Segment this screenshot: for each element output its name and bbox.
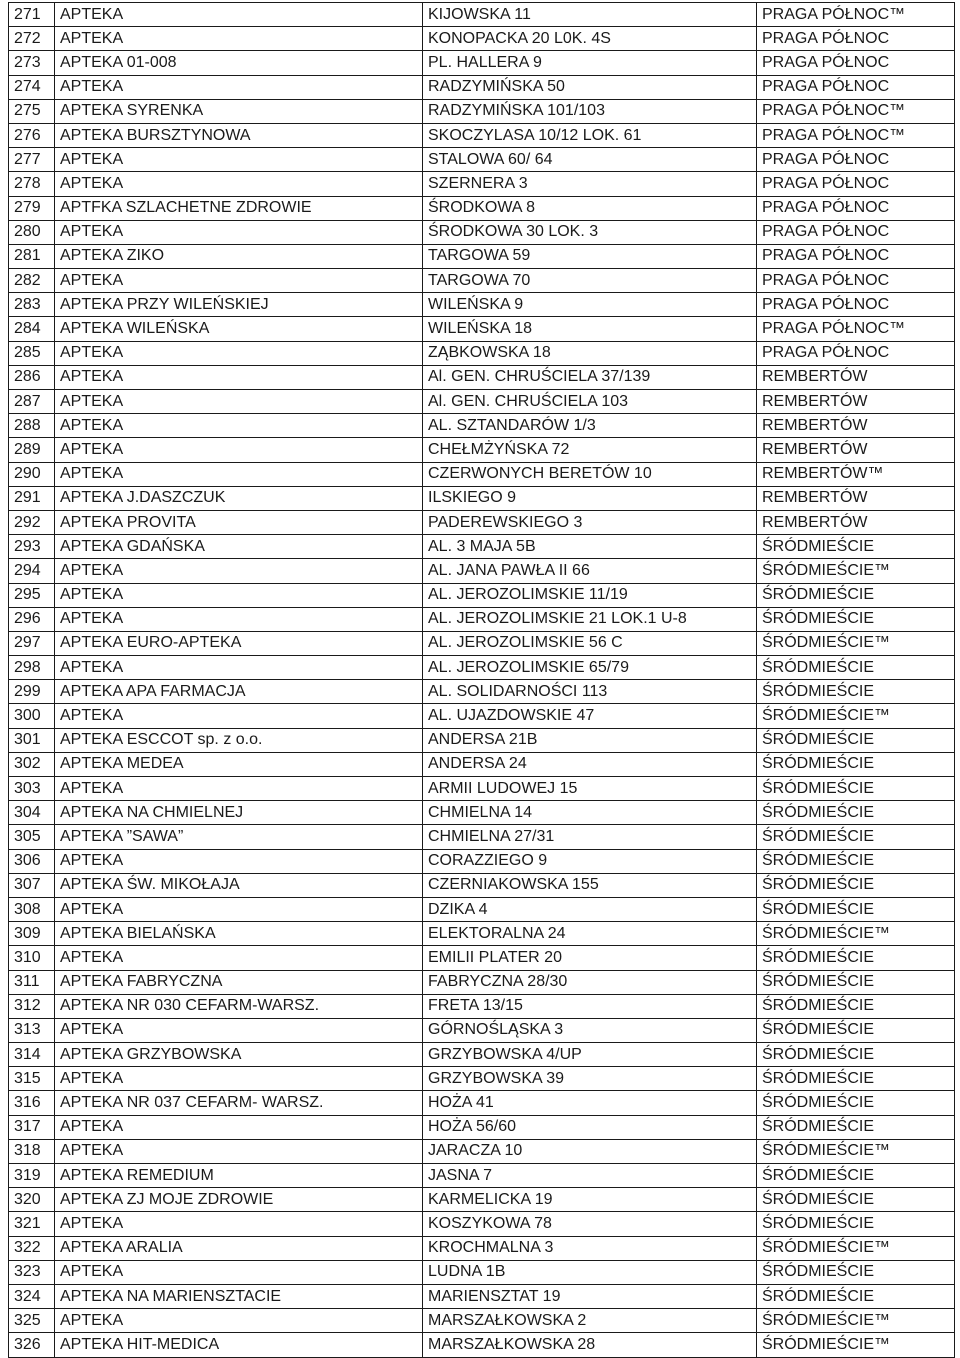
row-number-cell: 307 xyxy=(9,873,55,897)
pharmacy-district-cell: ŚRÓDMIEŚCIE xyxy=(757,1212,955,1236)
pharmacy-address-cell: RADZYMIŃSKA 50 xyxy=(423,75,757,99)
table-row xyxy=(9,486,955,510)
row-number-cell: 304 xyxy=(9,801,55,825)
table-row xyxy=(9,510,955,534)
row-number-cell: 281 xyxy=(9,244,55,268)
pharmacy-name-cell: APTEKA xyxy=(55,1018,423,1042)
pharmacy-name-cell: APTEKA xyxy=(55,1260,423,1284)
pharmacy-address-cell: Al. GEN. CHRUŚCIELA 103 xyxy=(423,390,757,414)
pharmacy-name-cell: APTEKA xyxy=(55,849,423,873)
pharmacy-name-cell: APTEKA GRZYBOWSKA xyxy=(55,1043,423,1067)
table-row xyxy=(9,196,955,220)
pharmacy-district-cell: ŚRÓDMIEŚCIE xyxy=(757,1284,955,1308)
pharmacy-district-cell: PRAGA PÓŁNOC xyxy=(757,172,955,196)
pharmacy-name-cell: APTEKA BIELAŃSKA xyxy=(55,922,423,946)
pharmacy-address-cell: FRETA 13/15 xyxy=(423,994,757,1018)
pharmacy-district-cell: ŚRÓDMIEŚCIE™ xyxy=(757,1236,955,1260)
table-row xyxy=(9,269,955,293)
pharmacy-name-cell: APTEKA J.DASZCZUK xyxy=(55,486,423,510)
pharmacy-name-cell: APTEKA ARALIA xyxy=(55,1236,423,1260)
pharmacy-name-cell: APTEKA xyxy=(55,27,423,51)
pharmacy-district-cell: REMBERTÓW xyxy=(757,486,955,510)
pharmacy-district-cell: ŚRÓDMIEŚCIE xyxy=(757,825,955,849)
pharmacy-name-cell: APTEKA xyxy=(55,414,423,438)
row-number-cell: 318 xyxy=(9,1139,55,1163)
pharmacy-name-cell: APTEKA SYRENKA xyxy=(55,99,423,123)
pharmacy-district-cell: ŚRÓDMIEŚCIE xyxy=(757,752,955,776)
pharmacy-address-cell: HOŻA 41 xyxy=(423,1091,757,1115)
row-number-cell: 302 xyxy=(9,752,55,776)
table-row xyxy=(9,317,955,341)
table-row xyxy=(9,1284,955,1308)
pharmacy-district-cell: ŚRÓDMIEŚCIE™ xyxy=(757,559,955,583)
table-row xyxy=(9,752,955,776)
pharmacy-district-cell: PRAGA PÓŁNOC xyxy=(757,244,955,268)
pharmacy-district-cell: ŚRÓDMIEŚCIE™ xyxy=(757,1139,955,1163)
row-number-cell: 303 xyxy=(9,777,55,801)
pharmacy-address-cell: Al. GEN. CHRUŚCIELA 37/139 xyxy=(423,365,757,389)
pharmacy-district-cell: PRAGA PÓŁNOC™ xyxy=(757,3,955,27)
pharmacy-district-cell: ŚRÓDMIEŚCIE xyxy=(757,535,955,559)
pharmacy-name-cell: APTEKA xyxy=(55,1309,423,1333)
pharmacy-address-cell: JASNA 7 xyxy=(423,1164,757,1188)
table-row xyxy=(9,1164,955,1188)
table-row xyxy=(9,390,955,414)
pharmacy-district-cell: ŚRÓDMIEŚCIE xyxy=(757,970,955,994)
row-number-cell: 286 xyxy=(9,365,55,389)
pharmacy-name-cell: APTEKA xyxy=(55,438,423,462)
pharmacy-address-cell: ŚRODKOWA 30 LOK. 3 xyxy=(423,220,757,244)
table-row xyxy=(9,51,955,75)
pharmacy-name-cell: APTEKA xyxy=(55,220,423,244)
table-row xyxy=(9,704,955,728)
pharmacy-district-cell: ŚRÓDMIEŚCIE xyxy=(757,656,955,680)
pharmacy-address-cell: ZĄBKOWSKA 18 xyxy=(423,341,757,365)
row-number-cell: 275 xyxy=(9,99,55,123)
row-number-cell: 310 xyxy=(9,946,55,970)
row-number-cell: 299 xyxy=(9,680,55,704)
row-number-cell: 296 xyxy=(9,607,55,631)
pharmacy-address-cell: STALOWA 60/ 64 xyxy=(423,148,757,172)
pharmacy-name-cell: APTEKA xyxy=(55,1115,423,1139)
pharmacy-name-cell: APTEKA xyxy=(55,559,423,583)
table-row xyxy=(9,1333,955,1357)
pharmacy-district-cell: PRAGA PÓŁNOC xyxy=(757,293,955,317)
pharmacy-address-cell: WILEŃSKA 18 xyxy=(423,317,757,341)
table-row xyxy=(9,825,955,849)
pharmacy-address-cell: RADZYMIŃSKA 101/103 xyxy=(423,99,757,123)
pharmacy-district-cell: PRAGA PÓŁNOC™ xyxy=(757,317,955,341)
pharmacy-address-cell: DZIKA 4 xyxy=(423,897,757,921)
pharmacy-name-cell: APTEKA xyxy=(55,1139,423,1163)
pharmacy-district-cell: ŚRÓDMIEŚCIE xyxy=(757,1164,955,1188)
pharmacy-name-cell: APTEKA ”SAWA” xyxy=(55,825,423,849)
pharmacy-address-cell: AL. SOLIDARNOŚCI 113 xyxy=(423,680,757,704)
pharmacy-name-cell: APTEKA PROVITA xyxy=(55,510,423,534)
pharmacy-name-cell: APTEKA FABRYCZNA xyxy=(55,970,423,994)
pharmacy-district-cell: REMBERTÓW xyxy=(757,510,955,534)
row-number-cell: 305 xyxy=(9,825,55,849)
row-number-cell: 271 xyxy=(9,3,55,27)
pharmacy-district-cell: ŚRÓDMIEŚCIE xyxy=(757,607,955,631)
pharmacy-district-cell: ŚRÓDMIEŚCIE™ xyxy=(757,631,955,655)
row-number-cell: 317 xyxy=(9,1115,55,1139)
pharmacy-district-cell: PRAGA PÓŁNOC xyxy=(757,51,955,75)
row-number-cell: 272 xyxy=(9,27,55,51)
table-row xyxy=(9,172,955,196)
pharmacy-address-cell: EMILII PLATER 20 xyxy=(423,946,757,970)
table-row xyxy=(9,1139,955,1163)
row-number-cell: 322 xyxy=(9,1236,55,1260)
pharmacy-address-cell: KOSZYKOWA 78 xyxy=(423,1212,757,1236)
pharmacy-address-cell: LUDNA 1B xyxy=(423,1260,757,1284)
pharmacy-name-cell: APTEKA xyxy=(55,704,423,728)
pharmacy-district-cell: ŚRÓDMIEŚCIE xyxy=(757,873,955,897)
pharmacy-address-cell: SKOCZYLASA 10/12 LOK. 61 xyxy=(423,123,757,147)
pharmacy-district-cell: ŚRÓDMIEŚCIE xyxy=(757,1091,955,1115)
table-row xyxy=(9,559,955,583)
pharmacy-address-cell: AL. JEROZOLIMSKIE 56 C xyxy=(423,631,757,655)
row-number-cell: 276 xyxy=(9,123,55,147)
table-row xyxy=(9,462,955,486)
pharmacy-district-cell: ŚRÓDMIEŚCIE™ xyxy=(757,922,955,946)
table-row xyxy=(9,414,955,438)
table-row xyxy=(9,220,955,244)
table-row xyxy=(9,293,955,317)
row-number-cell: 301 xyxy=(9,728,55,752)
table-row xyxy=(9,438,955,462)
table-row xyxy=(9,1067,955,1091)
row-number-cell: 277 xyxy=(9,148,55,172)
row-number-cell: 284 xyxy=(9,317,55,341)
pharmacy-district-cell: REMBERTÓW xyxy=(757,438,955,462)
pharmacy-name-cell: APTEKA xyxy=(55,777,423,801)
table-row xyxy=(9,123,955,147)
table-row xyxy=(9,656,955,680)
pharmacy-address-cell: ARMII LUDOWEJ 15 xyxy=(423,777,757,801)
table-row xyxy=(9,1043,955,1067)
pharmacy-address-cell: AL. JEROZOLIMSKIE 21 LOK.1 U-8 xyxy=(423,607,757,631)
pharmacy-address-cell: CHMIELNA 27/31 xyxy=(423,825,757,849)
pharmacy-address-cell: AL. JEROZOLIMSKIE 11/19 xyxy=(423,583,757,607)
pharmacy-address-cell: CZERWONYCH BERETÓW 10 xyxy=(423,462,757,486)
pharmacy-district-cell: ŚRÓDMIEŚCIE xyxy=(757,728,955,752)
pharmacy-address-cell: PADEREWSKIEGO 3 xyxy=(423,510,757,534)
row-number-cell: 312 xyxy=(9,994,55,1018)
pharmacy-name-cell: APTEKA xyxy=(55,75,423,99)
pharmacy-name-cell: APTEKA xyxy=(55,269,423,293)
row-number-cell: 273 xyxy=(9,51,55,75)
row-number-cell: 290 xyxy=(9,462,55,486)
row-number-cell: 313 xyxy=(9,1018,55,1042)
table-row xyxy=(9,3,955,27)
pharmacy-name-cell: APTEKA REMEDIUM xyxy=(55,1164,423,1188)
pharmacy-address-cell: FABRYCZNA 28/30 xyxy=(423,970,757,994)
pharmacy-address-cell: GRZYBOWSKA 39 xyxy=(423,1067,757,1091)
pharmacy-name-cell: APTEKA xyxy=(55,3,423,27)
pharmacy-address-cell: TARGOWA 70 xyxy=(423,269,757,293)
pharmacy-address-cell: ELEKTORALNA 24 xyxy=(423,922,757,946)
pharmacy-name-cell: APTEKA NR 030 CEFARM-WARSZ. xyxy=(55,994,423,1018)
pharmacy-district-cell: ŚRÓDMIEŚCIE xyxy=(757,801,955,825)
row-number-cell: 300 xyxy=(9,704,55,728)
pharmacy-district-cell: ŚRÓDMIEŚCIE xyxy=(757,1043,955,1067)
pharmacy-name-cell: APTEKA xyxy=(55,1067,423,1091)
pharmacy-district-cell: ŚRÓDMIEŚCIE xyxy=(757,1018,955,1042)
row-number-cell: 292 xyxy=(9,510,55,534)
pharmacy-district-cell: ŚRÓDMIEŚCIE™ xyxy=(757,1309,955,1333)
pharmacy-district-cell: REMBERTÓW xyxy=(757,365,955,389)
pharmacy-address-cell: AL. UJAZDOWSKIE 47 xyxy=(423,704,757,728)
table-row xyxy=(9,607,955,631)
pharmacy-name-cell: APTEKA ŚW. MIKOŁAJA xyxy=(55,873,423,897)
pharmacy-address-cell: JARACZA 10 xyxy=(423,1139,757,1163)
table-row xyxy=(9,535,955,559)
table-row xyxy=(9,1115,955,1139)
pharmacy-name-cell: APTEKA xyxy=(55,462,423,486)
pharmacy-district-cell: ŚRÓDMIEŚCIE™ xyxy=(757,704,955,728)
row-number-cell: 285 xyxy=(9,341,55,365)
pharmacy-address-cell: KIJOWSKA 11 xyxy=(423,3,757,27)
row-number-cell: 274 xyxy=(9,75,55,99)
pharmacy-district-cell: ŚRÓDMIEŚCIE xyxy=(757,1260,955,1284)
row-number-cell: 280 xyxy=(9,220,55,244)
pharmacy-name-cell: APTEKA NA CHMIELNEJ xyxy=(55,801,423,825)
pharmacy-address-cell: GRZYBOWSKA 4/UP xyxy=(423,1043,757,1067)
pharmacy-address-cell: TARGOWA 59 xyxy=(423,244,757,268)
pharmacy-district-cell: PRAGA PÓŁNOC xyxy=(757,196,955,220)
pharmacy-district-cell: ŚRÓDMIEŚCIE xyxy=(757,1188,955,1212)
pharmacy-district-cell: PRAGA PÓŁNOC xyxy=(757,220,955,244)
table-row xyxy=(9,777,955,801)
pharmacy-address-cell: WILEŃSKA 9 xyxy=(423,293,757,317)
pharmacy-name-cell: APTEKA EURO-APTEKA xyxy=(55,631,423,655)
table-row xyxy=(9,994,955,1018)
table-row xyxy=(9,1091,955,1115)
table-row xyxy=(9,1188,955,1212)
pharmacy-address-cell: AL. JEROZOLIMSKIE 65/79 xyxy=(423,656,757,680)
pharmacy-address-cell: CORAZZIEGO 9 xyxy=(423,849,757,873)
pharmacy-address-cell: ANDERSA 24 xyxy=(423,752,757,776)
table-row xyxy=(9,583,955,607)
table-row xyxy=(9,1212,955,1236)
row-number-cell: 326 xyxy=(9,1333,55,1357)
pharmacy-address-cell: PL. HALLERA 9 xyxy=(423,51,757,75)
pharmacy-district-cell: ŚRÓDMIEŚCIE xyxy=(757,1067,955,1091)
row-number-cell: 282 xyxy=(9,269,55,293)
table-row xyxy=(9,728,955,752)
table-row xyxy=(9,897,955,921)
pharmacy-name-cell: APTEKA xyxy=(55,583,423,607)
table-row xyxy=(9,341,955,365)
pharmacy-address-cell: AL. SZTANDARÓW 1/3 xyxy=(423,414,757,438)
row-number-cell: 295 xyxy=(9,583,55,607)
pharmacy-name-cell: APTEKA ZJ MOJE ZDROWIE xyxy=(55,1188,423,1212)
row-number-cell: 311 xyxy=(9,970,55,994)
table-row xyxy=(9,99,955,123)
pharmacy-district-cell: ŚRÓDMIEŚCIE xyxy=(757,777,955,801)
pharmacy-district-cell: ŚRÓDMIEŚCIE™ xyxy=(757,1333,955,1357)
table-row xyxy=(9,922,955,946)
pharmacy-district-cell: PRAGA PÓŁNOC xyxy=(757,75,955,99)
pharmacy-address-cell: CHMIELNA 14 xyxy=(423,801,757,825)
pharmacy-address-cell: ANDERSA 21B xyxy=(423,728,757,752)
pharmacy-name-cell: APTEKA xyxy=(55,390,423,414)
pharmacy-name-cell: APTEKA 01-008 xyxy=(55,51,423,75)
table-row xyxy=(9,873,955,897)
table-row xyxy=(9,946,955,970)
pharmacy-name-cell: APTEKA BURSZTYNOWA xyxy=(55,123,423,147)
row-number-cell: 294 xyxy=(9,559,55,583)
table-row xyxy=(9,244,955,268)
row-number-cell: 314 xyxy=(9,1043,55,1067)
pharmacy-district-cell: ŚRÓDMIEŚCIE xyxy=(757,946,955,970)
pharmacy-name-cell: APTEKA xyxy=(55,148,423,172)
row-number-cell: 320 xyxy=(9,1188,55,1212)
table-row xyxy=(9,148,955,172)
row-number-cell: 306 xyxy=(9,849,55,873)
table-row xyxy=(9,631,955,655)
pharmacy-address-cell: GÓRNOŚLĄSKA 3 xyxy=(423,1018,757,1042)
pharmacy-district-cell: ŚRÓDMIEŚCIE xyxy=(757,897,955,921)
table-row xyxy=(9,849,955,873)
table-row xyxy=(9,27,955,51)
pharmacy-address-cell: AL. JANA PAWŁA II 66 xyxy=(423,559,757,583)
row-number-cell: 293 xyxy=(9,535,55,559)
pharmacy-address-cell: CZERNIAKOWSKA 155 xyxy=(423,873,757,897)
table-row xyxy=(9,1018,955,1042)
table-row xyxy=(9,970,955,994)
table-row xyxy=(9,680,955,704)
pharmacy-address-cell: MARIENSZTAT 19 xyxy=(423,1284,757,1308)
row-number-cell: 289 xyxy=(9,438,55,462)
table-row xyxy=(9,365,955,389)
pharmacy-name-cell: APTEKA NR 037 CEFARM- WARSZ. xyxy=(55,1091,423,1115)
pharmacy-name-cell: APTEKA NA MARIENSZTACIE xyxy=(55,1284,423,1308)
pharmacy-name-cell: APTEKA ESCCOT sp. z o.o. xyxy=(55,728,423,752)
pharmacy-name-cell: APTEKA xyxy=(55,656,423,680)
pharmacy-district-cell: ŚRÓDMIEŚCIE xyxy=(757,680,955,704)
row-number-cell: 308 xyxy=(9,897,55,921)
pharmacy-name-cell: APTEKA xyxy=(55,172,423,196)
pharmacy-address-cell: HOŻA 56/60 xyxy=(423,1115,757,1139)
row-number-cell: 297 xyxy=(9,631,55,655)
pharmacy-name-cell: APTEKA APA FARMACJA xyxy=(55,680,423,704)
pharmacy-name-cell: APTEKA WILEŃSKA xyxy=(55,317,423,341)
pharmacy-district-cell: ŚRÓDMIEŚCIE xyxy=(757,994,955,1018)
pharmacy-district-cell: ŚRÓDMIEŚCIE xyxy=(757,583,955,607)
pharmacy-district-cell: PRAGA PÓŁNOC xyxy=(757,269,955,293)
pharmacy-address-cell: MARSZAŁKOWSKA 28 xyxy=(423,1333,757,1357)
pharmacy-table xyxy=(8,2,955,1358)
pharmacy-name-cell: APTEKA xyxy=(55,365,423,389)
row-number-cell: 316 xyxy=(9,1091,55,1115)
pharmacy-table-body xyxy=(9,3,955,1358)
pharmacy-name-cell: APTEKA ZIKO xyxy=(55,244,423,268)
row-number-cell: 321 xyxy=(9,1212,55,1236)
row-number-cell: 283 xyxy=(9,293,55,317)
pharmacy-name-cell: APTEKA PRZY WILEŃSKIEJ xyxy=(55,293,423,317)
pharmacy-district-cell: PRAGA PÓŁNOC xyxy=(757,148,955,172)
table-row xyxy=(9,1260,955,1284)
pharmacy-district-cell: PRAGA PÓŁNOC xyxy=(757,341,955,365)
pharmacy-address-cell: MARSZAŁKOWSKA 2 xyxy=(423,1309,757,1333)
pharmacy-district-cell: PRAGA PÓŁNOC™ xyxy=(757,123,955,147)
row-number-cell: 309 xyxy=(9,922,55,946)
pharmacy-district-cell: PRAGA PÓŁNOC xyxy=(757,27,955,51)
pharmacy-district-cell: PRAGA PÓŁNOC™ xyxy=(757,99,955,123)
pharmacy-address-cell: KROCHMALNA 3 xyxy=(423,1236,757,1260)
pharmacy-name-cell: APTEKA xyxy=(55,1212,423,1236)
row-number-cell: 324 xyxy=(9,1284,55,1308)
pharmacy-name-cell: APTEKA GDAŃSKA xyxy=(55,535,423,559)
table-row xyxy=(9,1236,955,1260)
pharmacy-address-cell: AL. 3 MAJA 5B xyxy=(423,535,757,559)
table-row xyxy=(9,801,955,825)
pharmacy-name-cell: APTEKA xyxy=(55,946,423,970)
row-number-cell: 287 xyxy=(9,390,55,414)
pharmacy-address-cell: SZERNERA 3 xyxy=(423,172,757,196)
pharmacy-district-cell: REMBERTÓW xyxy=(757,414,955,438)
table-row xyxy=(9,75,955,99)
pharmacy-name-cell: APTEKA xyxy=(55,897,423,921)
row-number-cell: 288 xyxy=(9,414,55,438)
pharmacy-name-cell: APTEKA xyxy=(55,341,423,365)
pharmacy-district-cell: REMBERTÓW xyxy=(757,390,955,414)
row-number-cell: 325 xyxy=(9,1309,55,1333)
pharmacy-name-cell: APTEKA xyxy=(55,607,423,631)
row-number-cell: 291 xyxy=(9,486,55,510)
row-number-cell: 298 xyxy=(9,656,55,680)
pharmacy-address-cell: ŚRODKOWA 8 xyxy=(423,196,757,220)
pharmacy-name-cell: APTEKA MEDEA xyxy=(55,752,423,776)
pharmacy-name-cell: APTFKA SZLACHETNE ZDROWIE xyxy=(55,196,423,220)
row-number-cell: 319 xyxy=(9,1164,55,1188)
row-number-cell: 279 xyxy=(9,196,55,220)
row-number-cell: 315 xyxy=(9,1067,55,1091)
pharmacy-address-cell: KONOPACKA 20 L0K. 4S xyxy=(423,27,757,51)
pharmacy-district-cell: REMBERTÓW™ xyxy=(757,462,955,486)
table-row xyxy=(9,1309,955,1333)
row-number-cell: 323 xyxy=(9,1260,55,1284)
pharmacy-address-cell: ILSKIEGO 9 xyxy=(423,486,757,510)
pharmacy-address-cell: KARMELICKA 19 xyxy=(423,1188,757,1212)
pharmacy-address-cell: CHEŁMŻYŃSKA 72 xyxy=(423,438,757,462)
pharmacy-district-cell: ŚRÓDMIEŚCIE xyxy=(757,849,955,873)
row-number-cell: 278 xyxy=(9,172,55,196)
pharmacy-name-cell: APTEKA HIT-MEDICA xyxy=(55,1333,423,1357)
pharmacy-district-cell: ŚRÓDMIEŚCIE xyxy=(757,1115,955,1139)
